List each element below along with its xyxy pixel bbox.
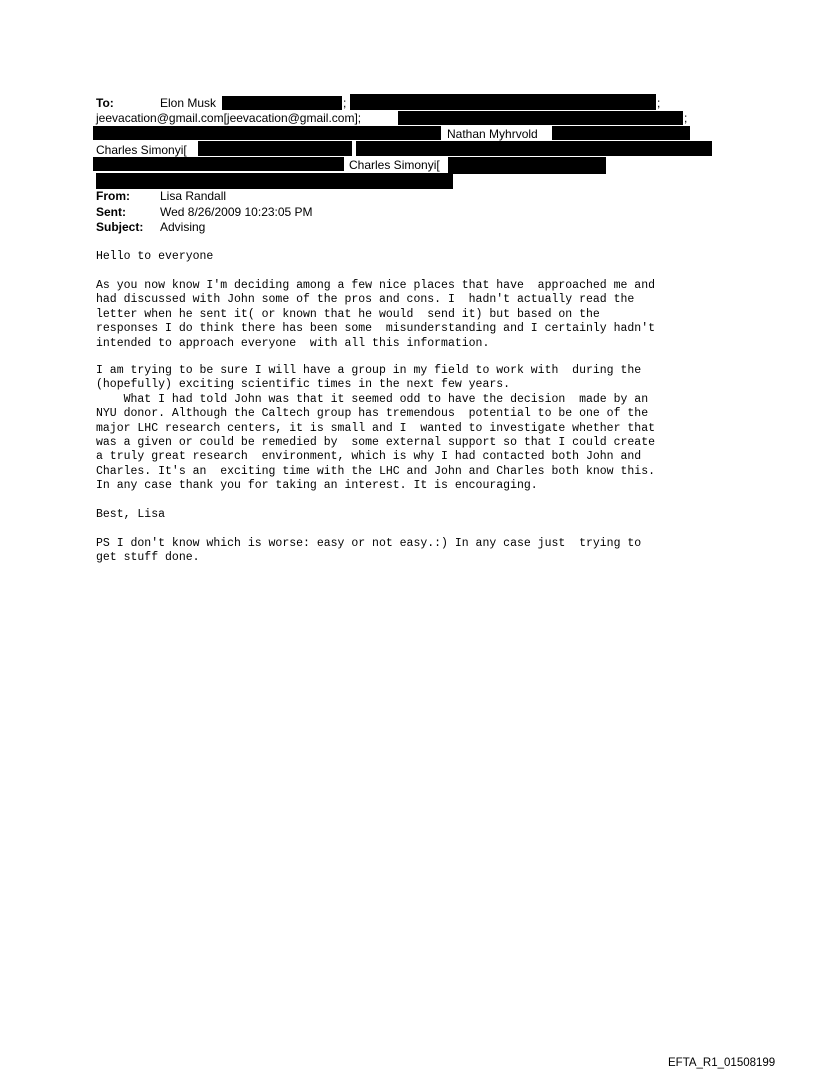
body-line: In any case thank you for taking an interest. It is encouraging. [96, 479, 538, 493]
to-recipient-charles: Charles Simonyi[ [349, 158, 440, 172]
to-recipient-jeevacation: jeevacation@gmail.com[jeevacation@gmail.com]; [96, 111, 362, 125]
paragraph-2 [96, 364, 655, 494]
signoff: Best, Lisa [96, 508, 166, 521]
redaction-block [93, 157, 344, 171]
body-line: Charles. It's an exciting time with the LHC and John and Charles both know this. [96, 464, 655, 478]
redaction-block [198, 141, 352, 156]
redaction-block [552, 126, 690, 140]
to-separator: ; [657, 96, 661, 110]
redaction-block [222, 96, 342, 110]
body-line: What I had told John was that it seemed odd to have the decision made by an [96, 392, 649, 406]
to-separator: ; [343, 96, 347, 110]
subject-value: Advising [160, 220, 206, 234]
sent-label: Sent: [96, 205, 126, 219]
to-recipient-elon: Elon Musk [160, 96, 217, 110]
to-recipient-charles: Charles Simonyi[ [96, 143, 187, 157]
body-line: had discussed with John some of the pros and cons. I hadn't actually read the [96, 293, 635, 307]
document-id: EFTA_R1_01508199 [668, 1057, 776, 1069]
body-line: I am trying to be sure I will have a group in my field to work with during the [96, 364, 642, 377]
redaction-block [93, 126, 441, 140]
body-line: (hopefully) exciting scientific times in the next few years. [96, 378, 511, 392]
to-label: To: [96, 96, 114, 110]
redaction-block [350, 94, 656, 110]
body-line: get stuff done. [96, 551, 200, 565]
sent-value: Wed 8/26/2009 10:23:05 PM [160, 205, 313, 219]
redaction-block [448, 157, 606, 174]
body-line: letter when he sent it( or known that he would send it) but based on the [96, 307, 600, 321]
body-line: a truly great research environment, which is why I had contacted both John and [96, 450, 642, 464]
body-line: PS I don't know which is worse: easy or not easy.:) In any case just trying to [96, 537, 642, 550]
redaction-block [398, 111, 683, 125]
body-line: intended to approach everyone with all this information. [96, 336, 490, 350]
redaction-block [356, 141, 712, 156]
body-line: As you now know I'm deciding among a few nice places that have approached me and [96, 279, 655, 292]
to-recipient-nathan: Nathan Myhrvold [447, 127, 538, 141]
redaction-block [96, 173, 453, 189]
body-line: was a given or could be remedied by some external support so that I could create [96, 436, 655, 450]
body-line: responses I do think there has been some misunderstanding and I certainly hadn't [96, 322, 655, 336]
body-line: major LHC research centers, it is small and I wanted to investigate whether that [96, 421, 655, 435]
to-separator: ; [684, 111, 688, 125]
paragraph-1 [96, 279, 655, 351]
body-line: NYU donor. Although the Caltech group has tremendous potential to be one of the [96, 407, 649, 421]
greeting: Hello to everyone [96, 250, 214, 263]
subject-label: Subject: [96, 220, 144, 234]
postscript [96, 537, 641, 566]
from-label: From: [96, 189, 130, 203]
from-value: Lisa Randall [160, 189, 227, 203]
